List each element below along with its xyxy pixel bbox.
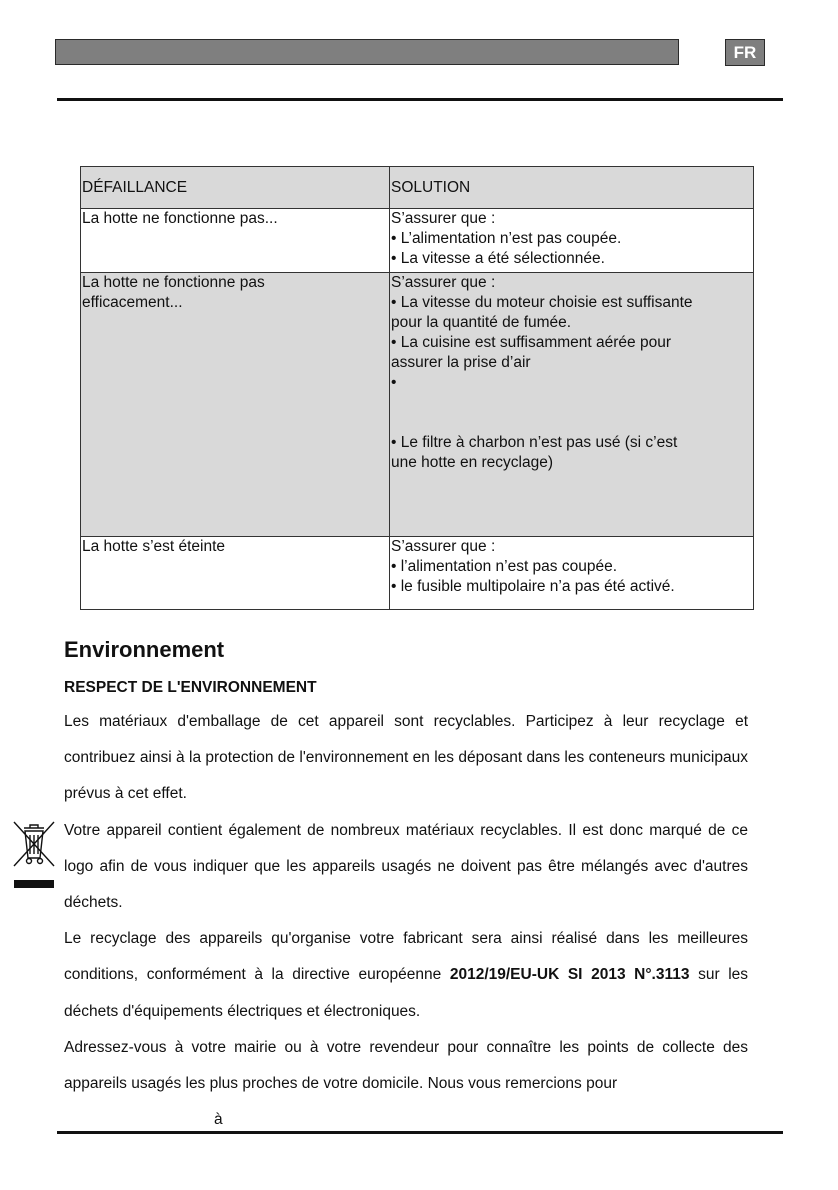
fault-cell [81, 273, 390, 537]
fault-text: efficacement... [82, 294, 183, 311]
solution-line: • La vitesse du moteur choisie est suffisante [391, 294, 693, 311]
paragraph-tail: à [214, 1111, 223, 1129]
blank-gap [391, 393, 751, 433]
table-row [81, 273, 754, 537]
solution-cell [390, 209, 754, 273]
directive-reference: 2012/19/EU-UK SI 2013 N°.3113 [449, 966, 690, 984]
solution-line: • le fusible multipolaire n’a pas été activé. [391, 578, 675, 595]
paragraph: Votre appareil contient également de nombreux matériaux recyclables. Il est donc marqué de ce logo afin de vous indiquer que les appareils usagés ne doivent pas être mélangés avec d'autres déchets. [64, 821, 748, 912]
section-title: Environnement [64, 637, 225, 662]
bottom-divider [57, 1131, 783, 1134]
solution-cell [390, 537, 754, 610]
header-fault: DÉFAILLANCE [81, 167, 390, 209]
paragraph-text: sur les déchets d'équipements électriques et électroniques. [64, 966, 749, 1020]
solution-line: S’assurer que : [391, 274, 496, 291]
solution-line: assurer la prise d’air [391, 354, 531, 371]
fault-text: La hotte ne fonctionne pas [82, 274, 265, 291]
solution-cell [390, 273, 754, 537]
paragraph [64, 921, 748, 1030]
fault-cell [81, 537, 390, 610]
troubleshooting-table [80, 166, 754, 610]
solution-line: • Le filtre à charbon n’est pas usé (si c’est [391, 434, 678, 451]
paragraph: Adressez-vous à votre mairie ou à votre revendeur pour connaître les points de collecte des appareils usagés les plus proches de votre domicile. Nous vous remercions pour [64, 1038, 748, 1093]
solution-line: • La cuisine est suffisamment aérée pour [391, 334, 671, 351]
top-divider [57, 98, 783, 101]
solution-line: • [391, 374, 397, 391]
paragraph: Les matériaux d'emballage de cet appareil sont recyclables. Participez à leur recyclage et contribuez ainsi à la protection de l'environnement en les déposant dans les conteneurs municipaux prévus à cet effet. [64, 713, 748, 803]
solution-line: • l’alimentation n’est pas coupée. [391, 558, 618, 575]
weee-crossed-bin-icon [10, 818, 58, 890]
environment-text [64, 704, 748, 1138]
fault-text: La hotte ne fonctionne pas... [82, 210, 278, 227]
table-header-row [81, 167, 754, 209]
header-bar [55, 39, 679, 65]
solution-line: • La vitesse a été sélectionnée. [391, 250, 605, 267]
solution-line: S’assurer que : [391, 538, 496, 555]
table-row [81, 209, 754, 273]
solution-line: pour la quantité de fumée. [391, 314, 572, 331]
section-subtitle: RESPECT DE L'ENVIRONNEMENT [64, 679, 317, 696]
solution-line: une hotte en recyclage) [391, 454, 553, 471]
paragraph-text: Le recyclage des appareils qu'organise votre fabricant sera ainsi réalisé dans les meilleures conditions, conformément à la directive européenne [64, 930, 748, 984]
solution-line: S’assurer que : [391, 210, 496, 227]
language-badge: FR [725, 39, 765, 66]
solution-line: • L’alimentation n’est pas coupée. [391, 230, 622, 247]
table-row [81, 537, 754, 610]
fault-cell [81, 209, 390, 273]
fault-text: La hotte s’est éteinte [82, 538, 226, 555]
header-solution: SOLUTION [390, 167, 754, 209]
